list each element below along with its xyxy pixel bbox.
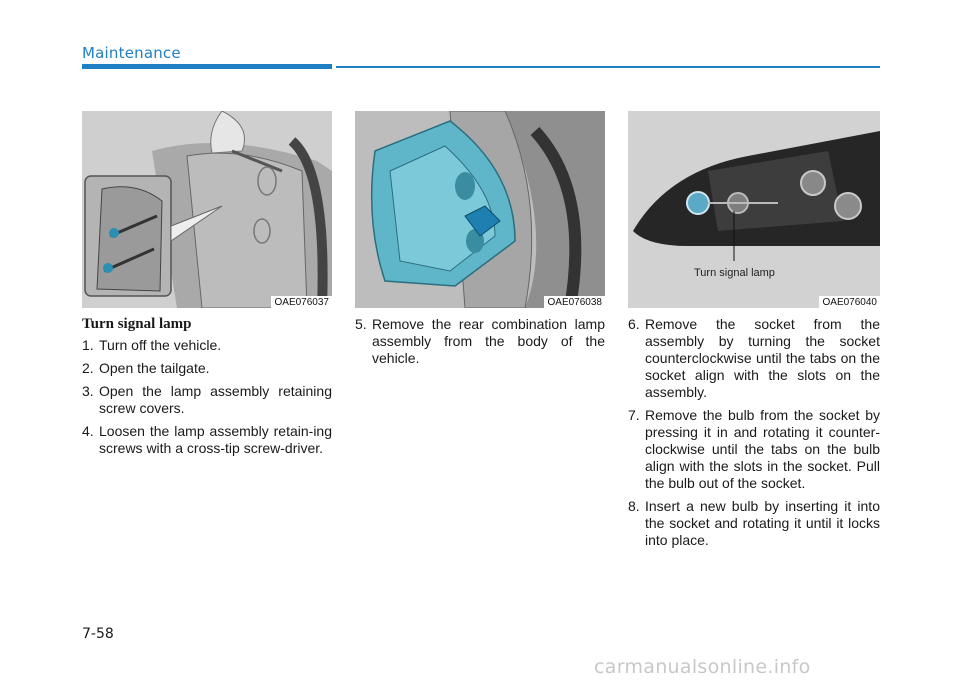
step-number: 2.	[82, 360, 94, 376]
step-number: 8.	[628, 498, 640, 514]
step-item	[82, 337, 332, 354]
step-number: 1.	[82, 337, 94, 353]
steps-list	[82, 337, 332, 457]
steps-list	[628, 316, 880, 549]
figure-code-label: OAE076040	[819, 296, 881, 308]
header-rule-thin	[336, 66, 880, 68]
callout-turn-signal-lamp: Turn signal lamp	[694, 267, 775, 279]
text-column-2	[355, 316, 605, 373]
step-text: Remove the bulb from the socket by pressing it in and rotating it counter-clockwise until the tabs on the bulb align with the slots in the socket. Pull the bulb out of the socket.	[645, 407, 880, 491]
steps-list	[355, 316, 605, 367]
step-item	[82, 383, 332, 417]
step-number: 4.	[82, 423, 94, 439]
section-header-title: Maintenance	[82, 44, 181, 62]
page-number: 7-58	[82, 626, 114, 642]
step-item	[628, 498, 880, 549]
step-text: Remove the rear combination lamp assembly from the body of the vehicle.	[372, 316, 605, 366]
step-text: Turn off the vehicle.	[99, 337, 222, 353]
step-number: 6.	[628, 316, 640, 332]
illustration-tailgate-screws	[82, 111, 332, 308]
step-text: Open the lamp assembly retaining screw covers.	[99, 383, 332, 416]
step-text: Insert a new bulb by inserting it into the socket and rotating it until it locks into place.	[645, 498, 880, 548]
figure-code-label: OAE076038	[544, 296, 606, 308]
step-text: Loosen the lamp assembly retain-ing screws with a cross-tip screw-driver.	[99, 423, 332, 456]
figure-socket-bulb	[628, 111, 880, 308]
step-number: 3.	[82, 383, 94, 399]
step-text: Remove the socket from the assembly by turning the socket counterclockwise until the tabs on the socket align with the slots on the assembly.	[645, 316, 880, 400]
step-item	[628, 407, 880, 492]
step-number: 5.	[355, 316, 367, 332]
figure-code-label: OAE076037	[271, 296, 333, 308]
figure-remove-lamp-assembly	[355, 111, 605, 308]
step-text: Open the tailgate.	[99, 360, 210, 376]
header-rule-thick	[82, 64, 332, 69]
step-item	[355, 316, 605, 367]
watermark: carmanualsonline.info	[594, 656, 811, 678]
text-column-1	[82, 316, 332, 463]
section-heading: Turn signal lamp	[82, 316, 192, 332]
figure-screw-covers	[82, 111, 332, 308]
step-item	[82, 360, 332, 377]
step-number: 7.	[628, 407, 640, 423]
illustration-lamp-assembly	[355, 111, 605, 308]
step-item	[628, 316, 880, 401]
text-column-3	[628, 316, 880, 555]
step-item	[82, 423, 332, 457]
